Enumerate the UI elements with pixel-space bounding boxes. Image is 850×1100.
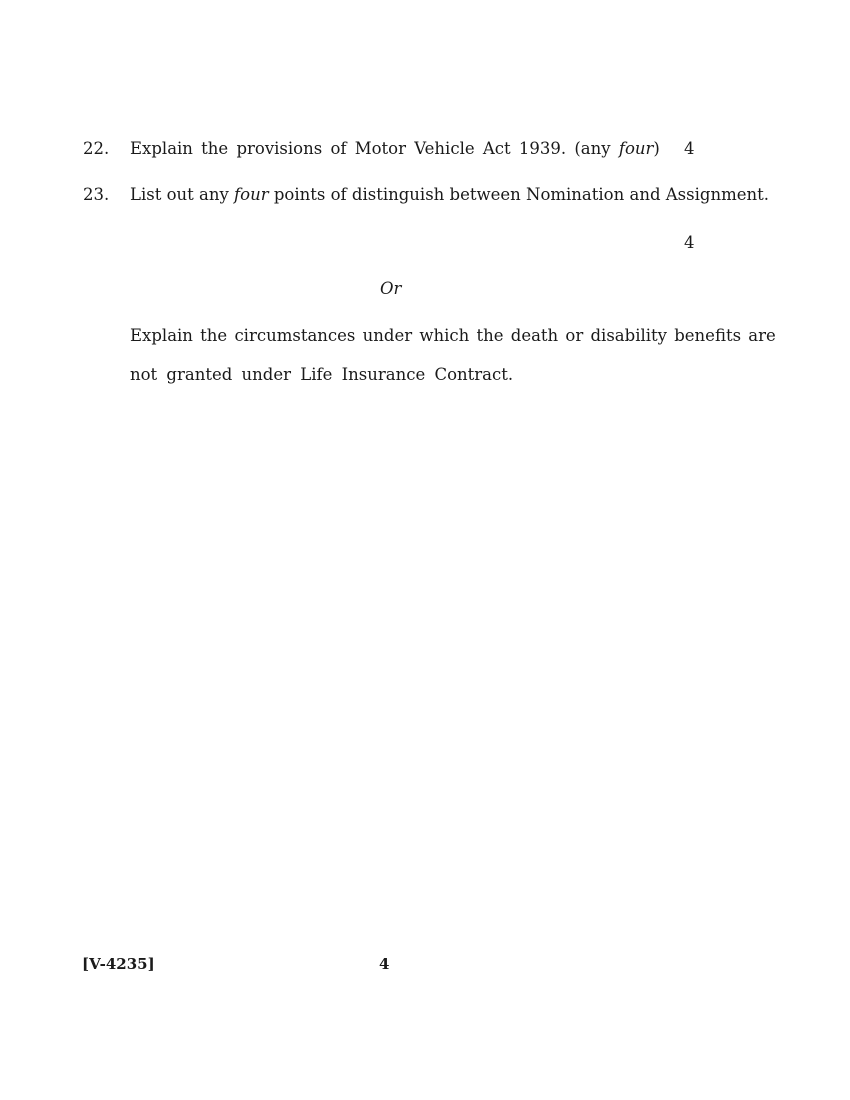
question-23-emphasis: four (234, 185, 269, 204)
paper-code: [V-4235] (82, 955, 155, 973)
or-separator: Or (380, 279, 402, 298)
question-22-text-end: ) (653, 139, 660, 158)
alternative-question-line-1: Explain the circumstances under which the death or disability benefits are (130, 326, 776, 345)
question-23-text-start: List out any (130, 185, 235, 204)
question-22-text-start: Explain the provisions of Motor Vehicle Act 1939. (any (130, 139, 619, 158)
question-23-number: 23. (83, 185, 110, 204)
question-23-text-end: points of distinguish between Nomination and Assignment. (268, 185, 769, 204)
alternative-question-line-2: not granted under Life Insurance Contract. (130, 365, 514, 384)
question-22-number: 22. (83, 139, 110, 158)
question-23-marks: 4 (684, 233, 695, 252)
question-22-emphasis: four (618, 139, 654, 158)
question-22-text (130, 139, 660, 158)
page-number: 4 (379, 955, 390, 973)
question-22-marks: 4 (684, 139, 695, 158)
question-23-text (130, 185, 769, 204)
